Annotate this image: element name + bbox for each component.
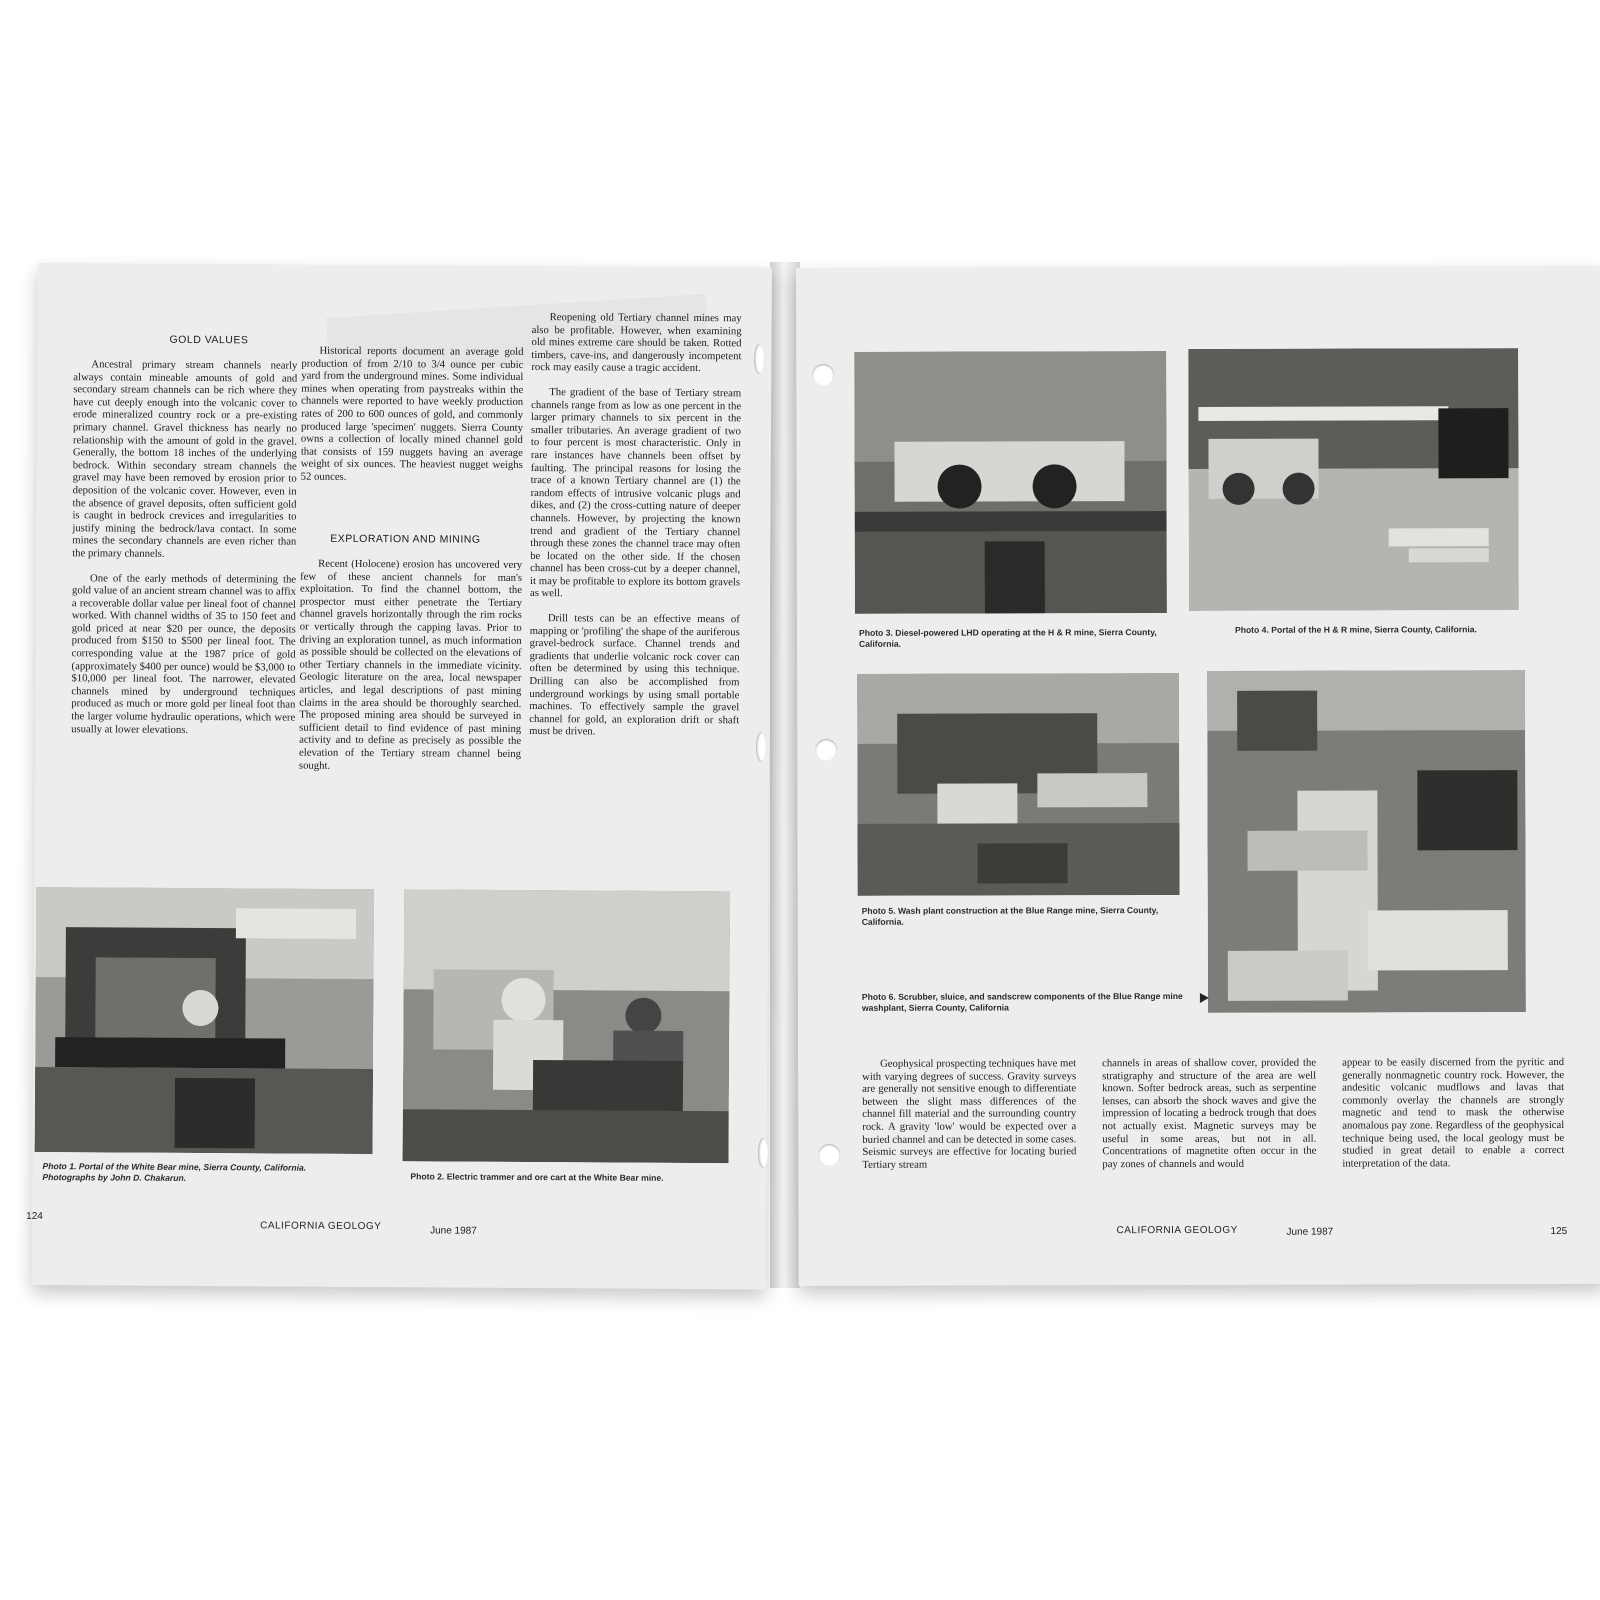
binder-hole — [812, 364, 834, 386]
caption-photo-2: Photo 2. Electric trammer and ore cart at the White Bear mine. — [410, 1171, 664, 1183]
paragraph: Geophysical prospecting techniques have met with varying degrees of success. Gravity surveys are generally not sensitive enough to differentiate between the slight mass differences of the channel fill material and the surrounding country rock. A gravity 'low' would be expected over a buried channel and can be detected in some cases. Seismic surveys are effective for locating buried Tertiary stream — [862, 1057, 1077, 1171]
right-column-1 — [862, 1057, 1076, 1183]
binder-hole — [815, 739, 837, 761]
paragraph: appear to be easily discerned from the pyritic and generally nonmagnetic country rock. However, the andesitic volcanic mudflows and lavas that commonly overlay the channels are strongly magnetic and tend to mask the otherwise anomalous pay zone. Regardless of the geophysical technique being used, the local geology must be studied in great detail to enable a correct interpretation of the data. — [1342, 1055, 1565, 1170]
binder-notch — [754, 344, 764, 374]
paragraph: The gradient of the base of Tertiary stream channels range from as low as one percent in the larger primary channels to six percent in the smaller tributaries. An average gradient of two to four percent is most characteristic. Only in rare instances have channels been offset by faulting. The principal reasons for losing the trace of a known Tertiary channel are (1) the random effects of intrusive volcanic plugs and dikes, and (2) the cross-cutting nature of deeper channels. However, by projecting the known trend and gradient of the Tertiary channel through these zones the channel trace may often be located on the other side. If the chosen channel has been cross-cut by a deeper channel, it may be profitable to explore its bottom gravels as well. — [529, 386, 742, 600]
issue-date: June 1987 — [430, 1225, 477, 1237]
photo-5-wash-plant-construction — [857, 673, 1180, 896]
heading-exploration-mining: EXPLORATION AND MINING — [330, 532, 481, 546]
left-column-3 — [529, 311, 742, 751]
paragraph: Historical reports document an average gold production of from 2/10 to 3/4 ounce per cubic yard from the underground mines. Some individual mines when operating from paystreaks within the channels were reported to have weekly production rates of 200 to 600 ounces of gold, and commonly produced large 'specimen' nuggets. Sierra County owns a collection of locally mined channel gold that consists of 159 nuggets having an average weight of six ounces. The heaviest nugget weighs 52 ounces. — [300, 344, 524, 483]
journal-title: CALIFORNIA GEOLOGY — [260, 1220, 382, 1233]
caption-photo-4: Photo 4. Portal of the H & R mine, Sierra County, California. — [1234, 624, 1477, 635]
paragraph: Reopening old Tertiary channel mines may also be profitable. However, when examining old mines extreme care should be taken. Rotted timbers, cave-ins, and dangerously incompetent rock may easily cause a tragic accident. — [531, 311, 742, 375]
right-column-3 — [1342, 1056, 1564, 1182]
page-number: 124 — [26, 1210, 43, 1223]
photo-6-scrubber-sluice — [1207, 670, 1526, 1013]
heading-gold-values: GOLD VALUES — [169, 333, 249, 347]
right-column-2 — [1102, 1057, 1316, 1183]
issue-date: June 1987 — [1286, 1226, 1334, 1238]
page-number: 125 — [1550, 1225, 1568, 1238]
caption-photo-6: Photo 6. Scrubber, sluice, and sandscrew components of the Blue Range mine washplant, Sierra County, California — [861, 990, 1183, 1013]
paragraph: Recent (Holocene) erosion has uncovered very few of these ancient channels for man's exploitation. To find the channel bottom, the prospector must either penetrate the Tertiary channel gravels horizontally through the rim rocks or vertically through the capping lavas. Prior to driving an exploration tunnel, as much information as possible should be collected on the elevations of other Tertiary channels in the immediate vicinity. Geologic literature on the area, local newspaper articles, and legal descriptions of past mining claims in the area should be thoroughly searched. The proposed mining area should be surveyed in sufficient detail to find evidence of past mining activity and to define as precisely as possible the elevation of the Tertiary stream channel being sought. — [298, 557, 523, 772]
caption-photo-3: Photo 3. Diesel-powered LHD operating at the H & R mine, Sierra County, California. — [858, 627, 1157, 649]
photo-1-white-bear-portal — [35, 887, 375, 1154]
left-column-2 — [301, 345, 524, 497]
journal-title: CALIFORNIA GEOLOGY — [1116, 1224, 1238, 1237]
paragraph: One of the early methods of determining the gold value of an ancient stream channel was to affix a recoverable dollar value per lineal foot of channel worked. With channel widths of 35 to 150 feet and gold priced at near $20 per ounce, the deposits produced from $150 to $500 per lineal foot. The corresponding value at the 1987 price of gold (approximately $400 per ounce) would be $3,000 to $10,000 per lineal foot. The narrower, elevated channels mined by underground techniques produced as much or more gold per lineal foot than the larger volume hydraulic operations, which were usually at lower elevations. — [71, 571, 297, 736]
left-column-1 — [71, 358, 297, 749]
left-page — [26, 263, 772, 1289]
binder-notch — [756, 732, 766, 762]
caption-photo-1: Photo 1. Portal of the White Bear mine, Sierra County, California. Photographs by John D. Chakarun. — [42, 1161, 307, 1183]
binder-hole — [818, 1144, 840, 1166]
right-page — [796, 266, 1600, 1286]
photo-3-diesel-lhd — [854, 351, 1167, 614]
photo-4-h-r-portal — [1188, 348, 1519, 611]
paragraph: Drill tests can be an effective means of mapping or 'profiling' the shape of the auriferous gravel-bedrock surface. Channel trends and gradients that underlie volcanic rock cover can often be determined by using this technique. Drilling can also be accomplished from underground workings by using small portable machines. To effectively sample the gravel channel for gold, an exploration drift or shaft must be driven. — [529, 612, 740, 738]
triangle-right-icon — [1200, 993, 1209, 1003]
caption-photo-5: Photo 5. Wash plant construction at the Blue Range mine, Sierra County, California. — [861, 905, 1159, 927]
paragraph: channels in areas of shallow cover, provided the stratigraphy and structure of the area are well known. Softer bedrock areas, such as serpentine lenses, can absorb the shock waves and give the impression of locating a bedrock trough that does not actually exist. Magnetic surveys may be useful in some areas, but not in all. Concentrations of magnetite often occur in the pay zones of channels and would — [1102, 1056, 1317, 1170]
binder-notch — [758, 1138, 768, 1168]
left-column-2-lower — [299, 558, 522, 785]
photo-2-electric-trammer — [403, 889, 731, 1163]
paragraph: Ancestral primary stream channels nearly always contain mineable amounts of gold and secondary stream channels can be rich where they have cut deeply enough into the volcanic cover to erode mineralized country rock or a pre-existing primary channel. Gravel thickness has nearly no relationship with the amount of gold in the gravel. Generally, the bottom 18 inches of the underlying bedrock. Within secondary stream channels the gravel may have been removed by erosion prior to deposition of the volcanic cover. However, even in the absence of gravel deposits, often sufficient gold is caught in bedrock crevices and irregularities to justify mining the bedrock/lava contact. In some mines the secondary channels are even richer than the primary channels. — [72, 358, 298, 560]
